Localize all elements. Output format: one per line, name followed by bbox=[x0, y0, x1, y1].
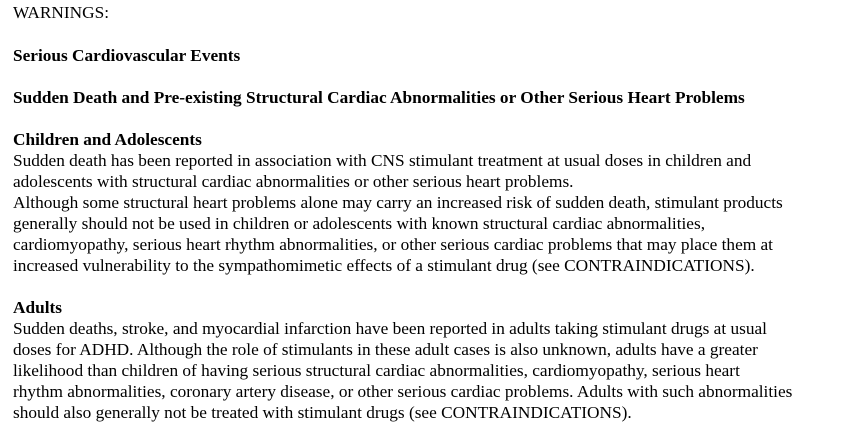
section-children-adolescents bbox=[13, 129, 783, 276]
paragraph-line: Sudden deaths, stroke, and myocardial infarction have been reported in adults taking stimulant drugs at usual bbox=[13, 319, 767, 338]
paragraph-line: rhythm abnormalities, coronary artery disease, or other serious cardiac problems. Adults with such abnormalities bbox=[13, 382, 793, 401]
paragraph-line: cardiomyopathy, serious heart rhythm abnormalities, or other serious cardiac problems that may place them at bbox=[13, 235, 773, 254]
paragraph-line: adolescents with structural cardiac abnormalities or other serious heart problems. bbox=[13, 172, 574, 191]
paragraph-line: doses for ADHD. Although the role of stimulants in these adult cases is also unknown, adults have a greater bbox=[13, 340, 758, 359]
subsection-title: Sudden Death and Pre-existing Structural Cardiac Abnormalities or Other Serious Heart Problems bbox=[13, 88, 745, 107]
paragraph-line: increased vulnerability to the sympathomimetic effects of a stimulant drug (see CONTRAINDICATIONS). bbox=[13, 256, 755, 275]
paragraph-line: Although some structural heart problems alone may carry an increased risk of sudden death, stimulant products bbox=[13, 193, 783, 212]
paragraph-line: should also generally not be treated with stimulant drugs (see CONTRAINDICATIONS). bbox=[13, 403, 632, 422]
paragraph-line: generally should not be used in children or adolescents with known structural cardiac abnormalities, bbox=[13, 214, 706, 233]
paragraph-line: Sudden death has been reported in association with CNS stimulant treatment at usual doses in children and bbox=[13, 151, 752, 170]
section-title: Serious Cardiovascular Events bbox=[13, 46, 241, 65]
warnings-label: WARNINGS: bbox=[13, 3, 110, 22]
children-heading: Children and Adolescents bbox=[13, 130, 202, 149]
paragraph-line: likelihood than children of having serious structural cardiac abnormalities, cardiomyopathy, serious heart bbox=[13, 361, 740, 380]
adults-heading: Adults bbox=[13, 298, 62, 317]
section-adults bbox=[13, 297, 792, 423]
